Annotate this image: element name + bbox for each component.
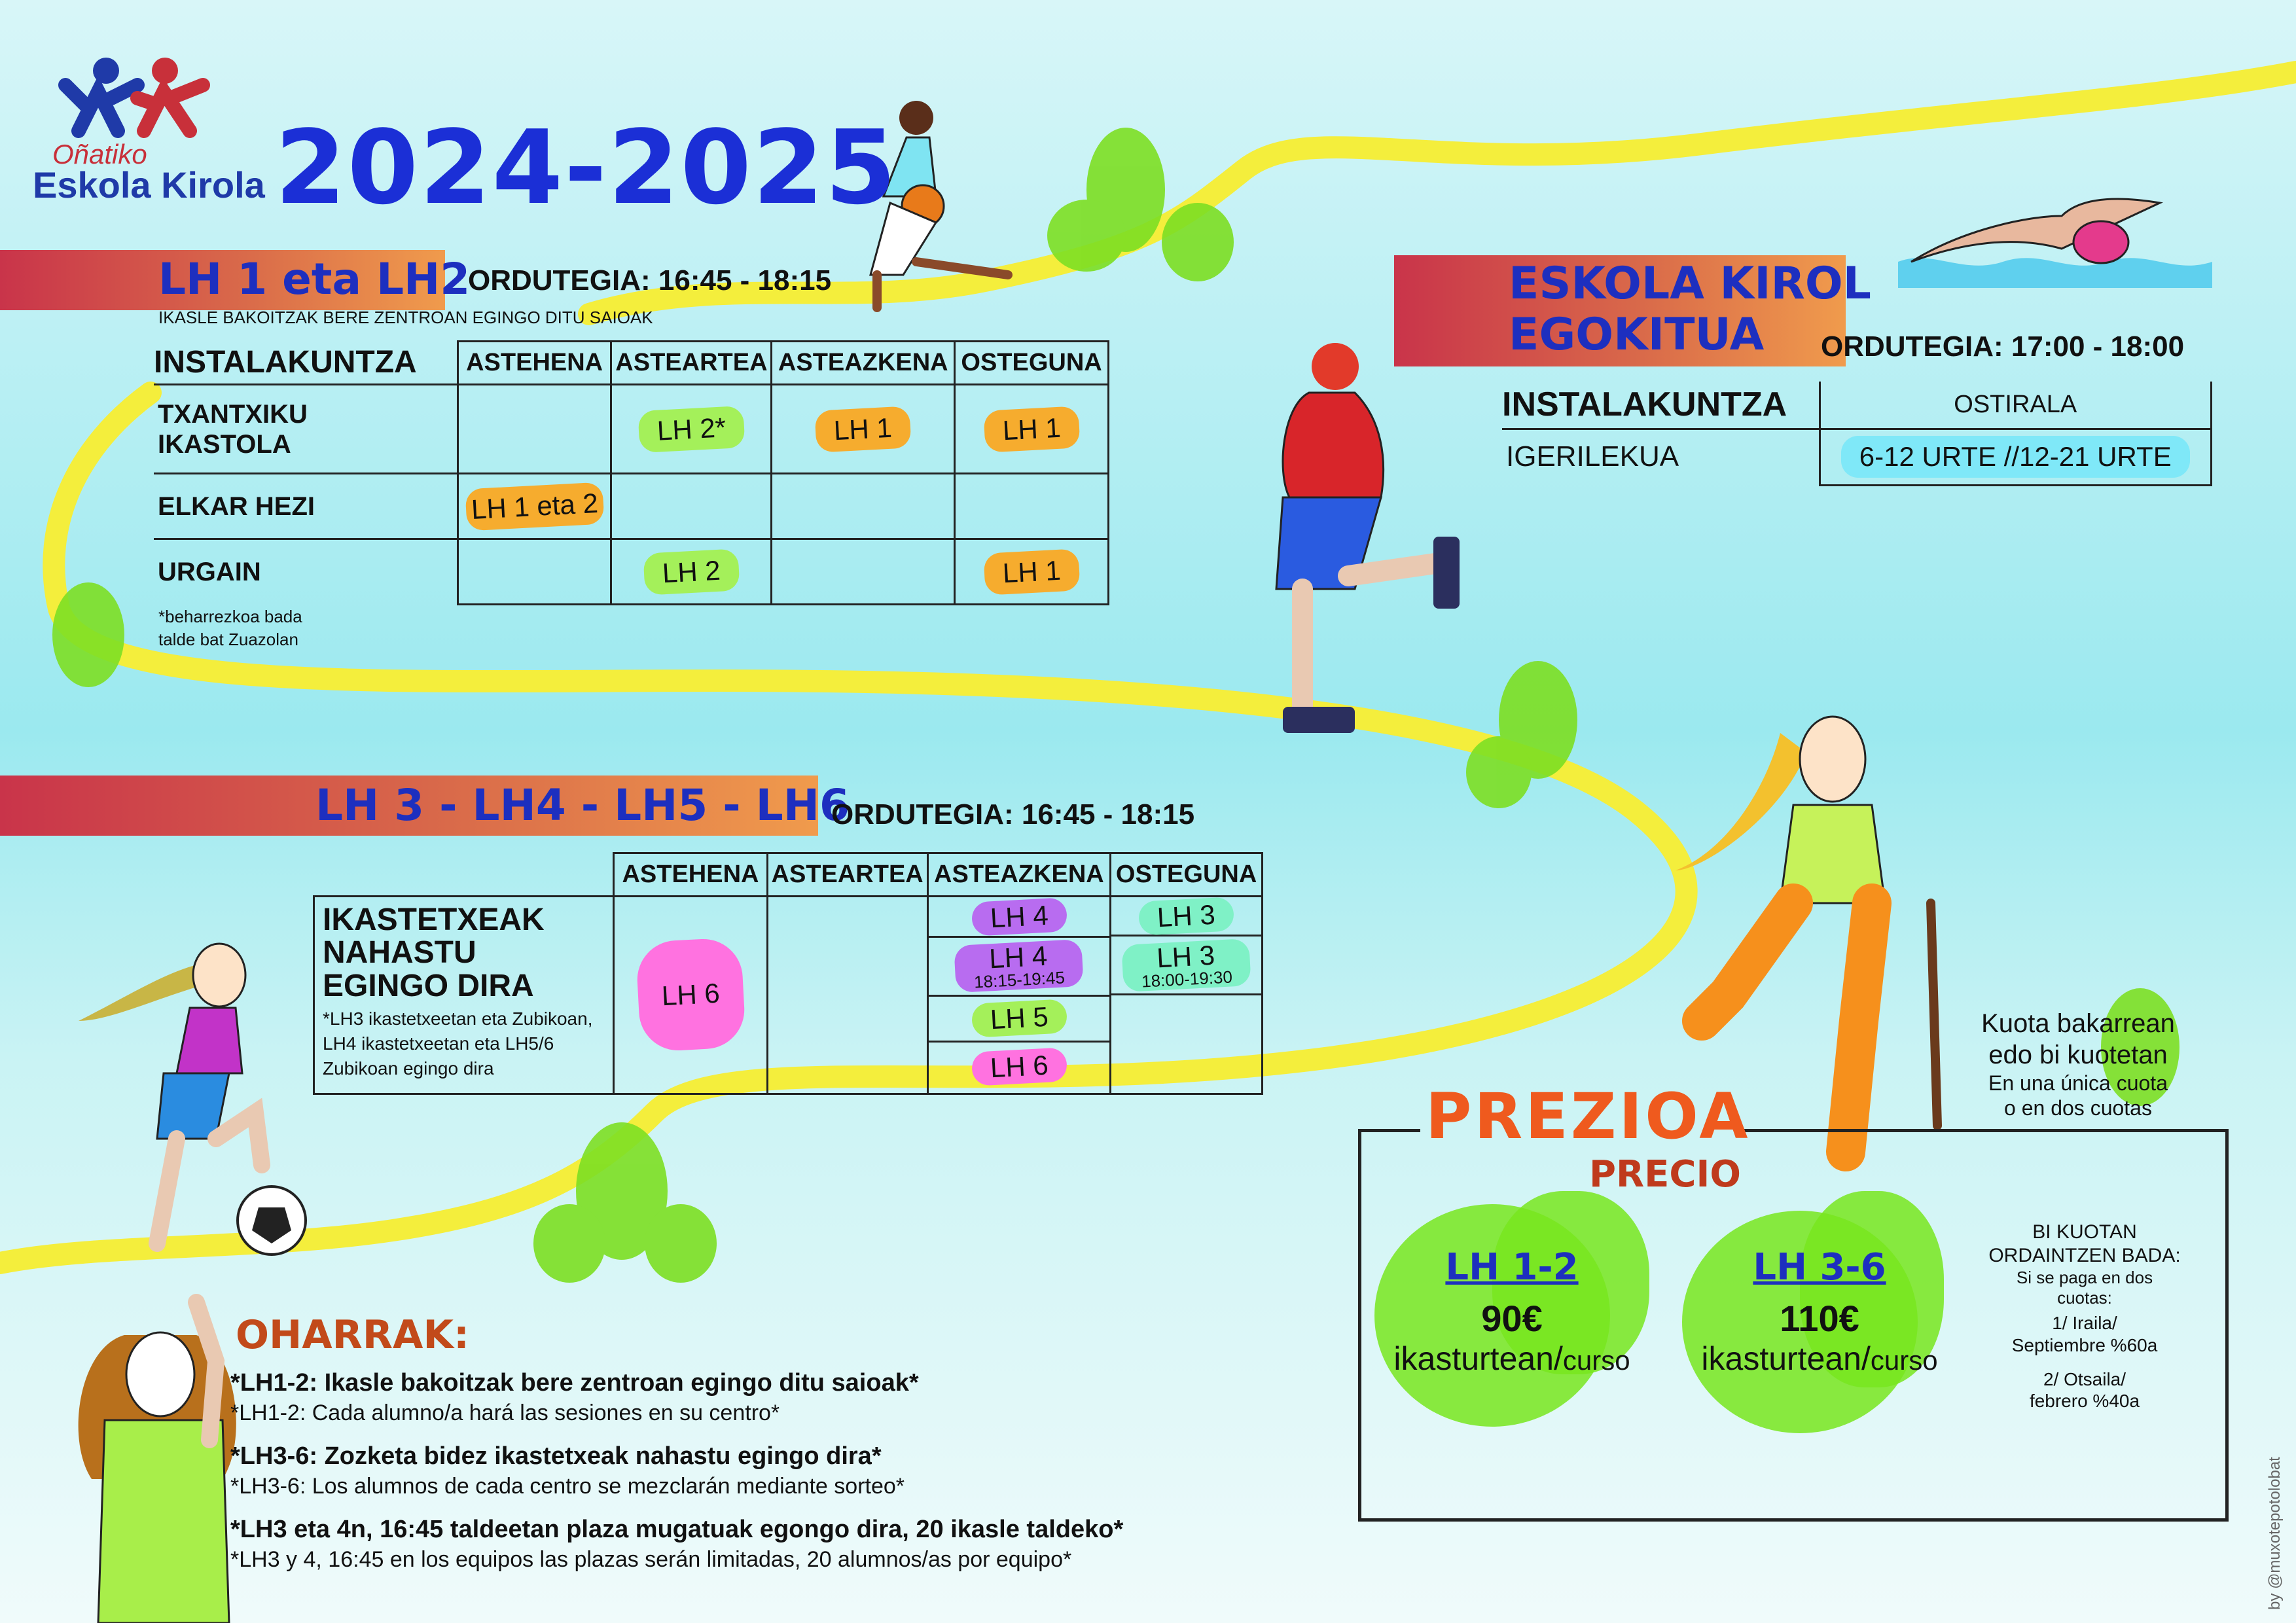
day-header: OSTEGUNA xyxy=(955,342,1109,385)
group-label: LH 4 xyxy=(988,940,1049,974)
price-frame-top-right xyxy=(1741,1129,2229,1132)
table-row xyxy=(154,385,1109,474)
slot-list xyxy=(929,899,1110,1092)
row-note-line: Zubikoan egingo dira xyxy=(323,1058,494,1079)
price-unit-es: curso xyxy=(1870,1344,1938,1376)
logo-figures xyxy=(65,58,203,131)
installments-line: 1/ Iraila/ xyxy=(2052,1313,2117,1334)
schedule-cell xyxy=(772,385,955,474)
schedule-cell xyxy=(955,539,1109,605)
day-header: ASTEARTEA xyxy=(611,342,772,385)
group-tag xyxy=(1121,938,1251,991)
slot xyxy=(929,1043,1110,1092)
quota-note xyxy=(1970,1008,2186,1121)
schedule-cell xyxy=(1820,429,2212,485)
table-row xyxy=(154,539,1109,605)
section3-table xyxy=(313,852,1263,1095)
installments-line: Septiembre %60a xyxy=(2011,1334,2158,1355)
price-level: LH 3-6 xyxy=(1753,1246,1886,1289)
installments-line: 2/ Otsaila/ xyxy=(2043,1368,2126,1389)
facility-name: URGAIN xyxy=(154,539,457,605)
schedule-cell xyxy=(457,385,611,474)
quota-note-line: Kuota bakarrean xyxy=(1981,1009,2175,1038)
notes-list xyxy=(230,1368,1343,1573)
row-note-line: *LH3 ikastetxeetan eta Zubikoan, xyxy=(323,1008,593,1029)
group-label: LH 3 xyxy=(1156,939,1216,973)
day-header: ASTEAZKENA xyxy=(772,342,955,385)
schedule-cell xyxy=(457,474,611,539)
row-note xyxy=(323,1007,607,1080)
day-header: OSTEGUNA xyxy=(1111,853,1263,897)
facility-name: TXANTXIKU IKASTOLA xyxy=(154,385,457,474)
group-tag: LH 2 xyxy=(643,548,740,595)
footballer-illustration xyxy=(79,944,306,1255)
group-tag xyxy=(954,939,1084,993)
row-title-line: IKASTETXEAK xyxy=(323,902,545,937)
group-tag: LH 1 eta 2 xyxy=(465,482,604,531)
note-eu: *LH3 eta 4n, 16:45 taldeetan plaza mugatuak egongo dira, 20 ikasle taldeko* xyxy=(230,1516,1124,1543)
note-eu: *LH3-6: Zozketa bidez ikastetxeak nahastu egingo dira* xyxy=(230,1442,882,1470)
installments-line: ORDAINTZEN BADA: xyxy=(1988,1245,2181,1266)
slot xyxy=(1111,897,1261,936)
price-card-lh12 xyxy=(1368,1247,1656,1378)
page-title-year: 2024-2025 xyxy=(275,108,898,227)
schedule-cell-multi xyxy=(927,897,1111,1094)
logo-town: Oñatiko xyxy=(52,139,147,169)
section2-title-line: ESKOLA KIROL xyxy=(1509,258,1871,310)
price-unit-es: curso xyxy=(1562,1344,1630,1376)
schedule-cell xyxy=(457,539,611,605)
schedule-cell xyxy=(767,897,927,1094)
slot xyxy=(929,997,1110,1043)
facility-name: ELKAR HEZI xyxy=(154,474,457,539)
installments-line: febrero %40a xyxy=(2029,1391,2140,1412)
section3-title: LH 3 - LH4 - LH5 - LH6 xyxy=(315,780,850,830)
footnote-line: talde bat Zuazolan xyxy=(158,630,298,650)
table-row xyxy=(314,897,1263,1094)
price-unit-eu: ikasturtean/ xyxy=(1701,1340,1871,1377)
group-tag: LH 6 xyxy=(635,937,745,1052)
logo-title: Eskola Kirola xyxy=(33,164,265,205)
section1-schedule: ORDUTEGIA: 16:45 - 18:15 xyxy=(468,264,832,296)
schedule-cell xyxy=(955,474,1109,539)
group-tag: LH 6 xyxy=(971,1048,1067,1087)
row-title-line: EGINGO DIRA xyxy=(323,968,534,1003)
price-frame-top-left xyxy=(1358,1129,1420,1132)
group-time: 18:00-19:30 xyxy=(1141,966,1233,991)
row-title-line: NAHASTU xyxy=(323,935,476,971)
slot xyxy=(929,899,1110,938)
note-es: *LH1-2: Cada alumno/a hará las sesiones en su centro* xyxy=(230,1400,780,1425)
table-corner-label: INSTALAKUNTZA xyxy=(1502,382,1820,429)
row-label-cell xyxy=(314,897,614,1094)
group-time: 18:15-19:45 xyxy=(973,967,1066,992)
schedule-cell xyxy=(772,539,955,605)
age-range-tag: 6-12 URTE //12-21 URTE xyxy=(1841,436,2190,478)
facility-name: IGERILEKUA xyxy=(1502,429,1820,485)
schedule-cell xyxy=(955,385,1109,474)
day-header: ASTEARTEA xyxy=(767,853,927,897)
table-corner-label: INSTALAKUNTZA xyxy=(154,342,457,385)
section2-table xyxy=(1502,382,2212,486)
day-header: OSTIRALA xyxy=(1820,382,2212,429)
schedule-cell xyxy=(772,474,955,539)
row-note-line: LH4 ikastetxeetan eta LH5/6 xyxy=(323,1033,554,1054)
schedule-cell xyxy=(611,539,772,605)
section1-subtitle: IKASLE BAKOITZAK BERE ZENTROAN EGINGO DITU SAIOAK xyxy=(158,308,653,327)
day-header: ASTEHENA xyxy=(457,342,611,385)
price-title: PREZIOA xyxy=(1426,1080,1751,1153)
slot xyxy=(929,938,1110,997)
installments-info xyxy=(1983,1221,2186,1412)
section2-schedule: ORDUTEGIA: 17:00 - 18:00 xyxy=(1821,330,2185,363)
price-unit-eu: ikasturtean/ xyxy=(1393,1340,1563,1377)
section2-title xyxy=(1509,259,1871,361)
group-tag: LH 1 xyxy=(983,548,1080,595)
quota-note-line: En una única cuota xyxy=(1988,1071,2168,1095)
schedule-cell xyxy=(611,474,772,539)
schedule-cell xyxy=(611,385,772,474)
group-tag: LH 1 xyxy=(983,406,1080,452)
slot xyxy=(1111,936,1261,995)
price-subtitle: PRECIO xyxy=(1589,1153,1741,1196)
note-eu: *LH1-2: Ikasle bakoitzak bere zentroan egingo ditu saioak* xyxy=(230,1369,919,1397)
slot-list xyxy=(1111,897,1261,995)
swimmer-illustration xyxy=(1898,199,2212,288)
price-level: LH 1-2 xyxy=(1445,1246,1579,1289)
price-amount: 110€ xyxy=(1780,1298,1859,1340)
notes-title: OHARRAK: xyxy=(236,1312,469,1358)
table-row xyxy=(1502,429,2212,485)
installments-line: Si se paga en dos xyxy=(2016,1268,2153,1287)
skater-illustration xyxy=(1276,343,1460,733)
day-header: ASTEAZKENA xyxy=(927,853,1111,897)
note-es: *LH3 y 4, 16:45 en los equipos las plazas serán limitadas, 20 alumnos/as por equipo* xyxy=(230,1546,1072,1572)
section2-title-line: EGOKITUA xyxy=(1509,309,1765,361)
section1-table xyxy=(154,340,1109,605)
group-tag: LH 2* xyxy=(637,405,745,452)
note-es: *LH3-6: Los alumnos de cada centro se mezclarán mediante sorteo* xyxy=(230,1473,905,1499)
price-unit xyxy=(1368,1340,1656,1378)
table-row xyxy=(154,474,1109,539)
price-amount: 90€ xyxy=(1481,1298,1543,1340)
schedule-cell-multi xyxy=(1111,897,1263,1094)
price-card-lh36 xyxy=(1669,1247,1970,1378)
table-corner-empty xyxy=(314,853,614,897)
row-title xyxy=(323,904,607,1003)
girl-pointing-illustration xyxy=(79,1302,236,1623)
group-tag: LH 4 xyxy=(971,898,1067,937)
group-tag: LH 3 xyxy=(1138,897,1234,936)
installments-line: BI KUOTAN xyxy=(2032,1221,2137,1243)
section3-schedule: ORDUTEGIA: 16:45 - 18:15 xyxy=(831,798,1195,830)
section1-footnote xyxy=(158,605,302,651)
installments-line: cuotas: xyxy=(2057,1288,2112,1308)
schedule-cell xyxy=(614,897,768,1094)
section1-title: LH 1 eta LH2 xyxy=(158,254,471,304)
credit: by @muxotepotolobat xyxy=(2266,1457,2284,1610)
quota-note-line: o en dos cuotas xyxy=(2004,1096,2152,1120)
day-header: ASTEHENA xyxy=(614,853,768,897)
footnote-line: *beharrezkoa bada xyxy=(158,607,302,626)
group-tag: LH 5 xyxy=(971,999,1067,1039)
price-unit xyxy=(1669,1340,1970,1378)
quota-note-line: edo bi kuotetan xyxy=(1988,1041,2168,1069)
group-tag: LH 1 xyxy=(815,406,912,452)
